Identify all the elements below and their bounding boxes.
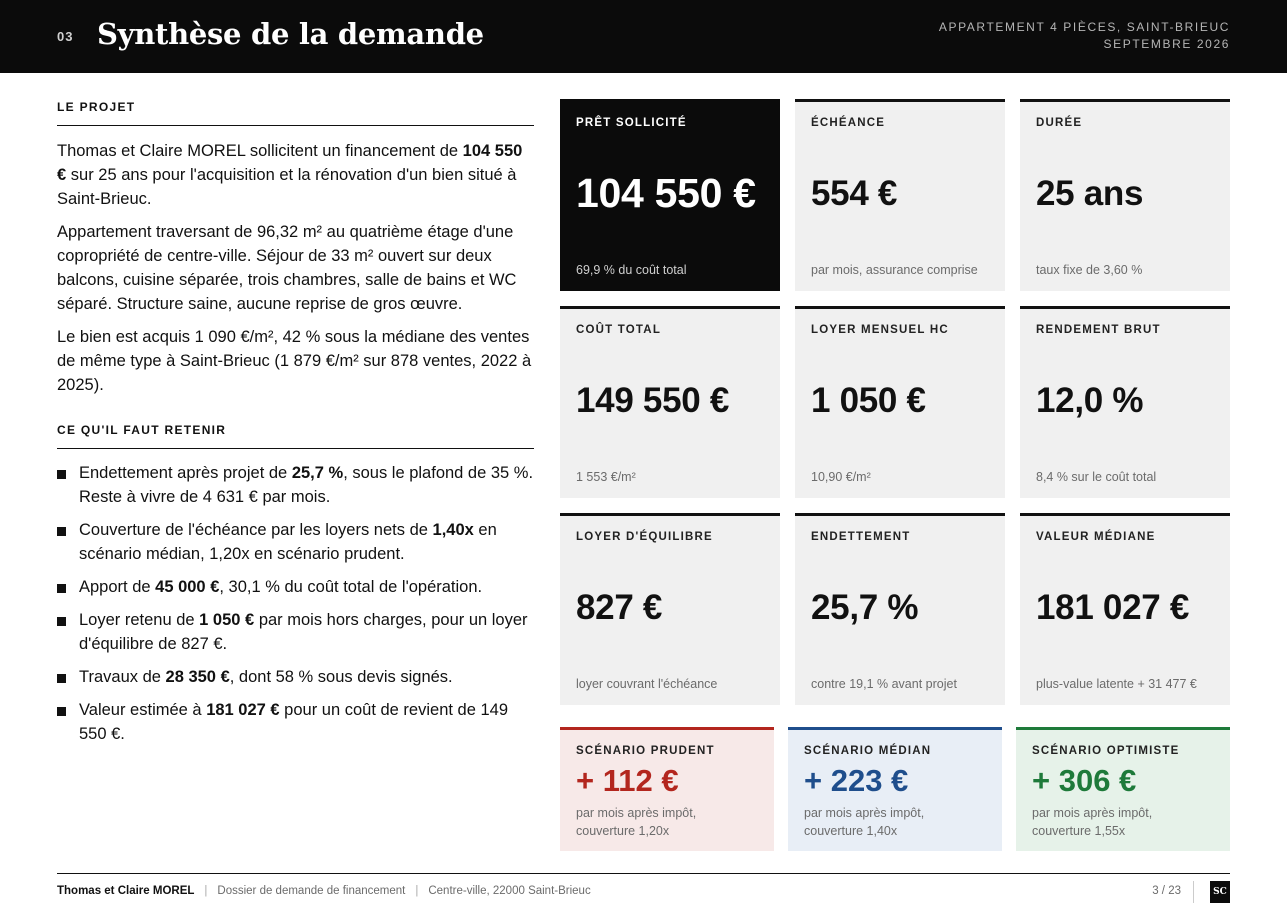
footer-names: Thomas et Claire MOREL [57,885,195,897]
kpi-label: DURÉE [1036,117,1083,129]
page-number: 3 / 23 [1152,885,1181,897]
project-paragraph-3: Le bien est acquis 1 090 €/m², 42 % sous la médiane des ventes de même type à Saint-Brieuc (1 879 €/m² sur 878 ventes, 2022 à 2025). [57,328,532,394]
list-item: Endettement après projet de 25,7 %, sous le plafond de 35 %. Reste à vivre de 4 631 € par mois. [57,461,534,509]
project-p1-b: sur 25 ans pour l'acquisition et la rénovation d'un bien situé à Saint-Brieuc. [57,166,517,208]
project-heading: LE PROJET [57,100,534,126]
kpi-card-duration [1020,99,1230,291]
bullet-square-icon [57,707,66,716]
scenario-sub: par mois après impôt, couverture 1,20x [576,806,697,838]
kpi-value: 149 550 € [576,381,730,420]
bullet-square-icon [57,527,66,536]
page-title: Synthèse de la demande [97,17,484,51]
kpi-card-gross-yield [1020,306,1230,498]
brand-logo: SC [1210,881,1230,903]
bullet-square-icon [57,470,66,479]
scenario-value: + 112 € [576,763,679,798]
kpi-label: COÛT TOTAL [576,324,662,336]
property-line: APPARTEMENT 4 PIÈCES, SAINT-BRIEUC [938,20,1230,34]
scenario-label: SCÉNARIO PRUDENT [576,745,715,757]
list-item: Travaux de 28 350 €, dont 58 % sous devis signés. [57,665,534,689]
kpi-label: ÉCHÉANCE [811,117,886,129]
project-paragraph-2: Appartement traversant de 96,32 m² au quatrième étage d'une copropriété de centre-ville. Séjour de 33 m² ouvert sur deux balcons, cuisine séparée, trois chambres, salle de bains et WC séparé. Structure saine, aucune reprise de gros œuvre. [57,223,517,313]
kpi-sub: contre 19,1 % avant projet [811,677,957,691]
kpi-value: 827 € [576,588,663,627]
footer-separator: | [415,885,419,897]
kpi-value: 1 050 € [811,381,926,420]
kpi-value: 12,0 % [1036,381,1144,420]
kpi-value: 554 € [811,174,898,213]
kpi-sub: 1 553 €/m² [576,470,636,484]
project-p1-a: Thomas et Claire MOREL sollicitent un financement de [57,142,463,160]
scenario-card-prudent [560,727,774,851]
footer-divider [57,873,1230,874]
scenario-sub: par mois après impôt, couverture 1,40x [804,806,925,838]
kpi-label: RENDEMENT BRUT [1036,324,1161,336]
bullet-square-icon [57,674,66,683]
footer-location: Centre-ville, 22000 Saint-Brieuc [428,885,591,897]
left-column [57,100,534,755]
project-paragraph-1 [57,139,534,211]
header-meta [939,19,1230,53]
scenario-value: + 223 € [804,763,909,798]
kpi-card-monthly-rent [795,306,1005,498]
kpi-card-loan [560,99,780,291]
kpi-value: 181 027 € [1036,588,1190,627]
footer-document: Dossier de demande de financement [217,885,406,897]
list-item: Couverture de l'échéance par les loyers nets de 1,40x en scénario médian, 1,20x en scénario prudent. [57,518,534,566]
footer-separator [1193,881,1194,903]
scenario-label: SCÉNARIO MÉDIAN [804,745,932,757]
date-line: SEPTEMBRE 2026 [1103,37,1230,51]
page-footer [57,885,591,897]
scenario-label: SCÉNARIO OPTIMISTE [1032,745,1180,757]
list-item: Valeur estimée à 181 027 € pour un coût de revient de 149 550 €. [57,698,534,746]
bullet-square-icon [57,584,66,593]
kpi-card-debt-ratio [795,513,1005,705]
kpi-label: LOYER MENSUEL HC [811,324,949,336]
kpi-sub: 10,90 €/m² [811,470,871,484]
kpi-sub: plus-value latente + 31 477 € [1036,677,1197,691]
kpi-value: 104 550 € [576,170,756,216]
section-number: 03 [57,29,74,44]
kpi-label: ENDETTEMENT [811,531,911,543]
kpi-card-total-cost [560,306,780,498]
kpi-label: PRÊT SOLLICITÉ [576,117,687,129]
footer-separator: | [204,885,208,897]
page-header [0,0,1287,73]
kpi-label: LOYER D'ÉQUILIBRE [576,531,713,543]
kpi-card-installment [795,99,1005,291]
kpi-sub: 69,9 % du coût total [576,263,687,277]
kpi-sub: taux fixe de 3,60 % [1036,263,1143,277]
kpi-label: VALEUR MÉDIANE [1036,531,1156,543]
kpi-sub: par mois, assurance comprise [811,263,978,277]
bullet-square-icon [57,617,66,626]
kpi-value: 25 ans [1036,174,1144,213]
kpi-card-median-value [1020,513,1230,705]
kpi-value: 25,7 % [811,588,919,627]
kpi-sub: 8,4 % sur le coût total [1036,470,1157,484]
scenario-value: + 306 € [1032,763,1137,798]
kpi-sub: loyer couvrant l'échéance [576,677,718,691]
scenario-card-optimistic [1016,727,1230,851]
takeaways-list [57,461,534,746]
scenario-card-median [788,727,1002,851]
kpi-card-break-even-rent [560,513,780,705]
takeaways-heading: CE QU'IL FAUT RETENIR [57,423,534,449]
list-item: Loyer retenu de 1 050 € par mois hors charges, pour un loyer d'équilibre de 827 €. [57,608,534,656]
project-p1-loan: 104 550 € [57,142,523,184]
list-item: Apport de 45 000 €, 30,1 % du coût total de l'opération. [57,575,534,599]
scenario-sub: par mois après impôt, couverture 1,55x [1032,806,1153,838]
